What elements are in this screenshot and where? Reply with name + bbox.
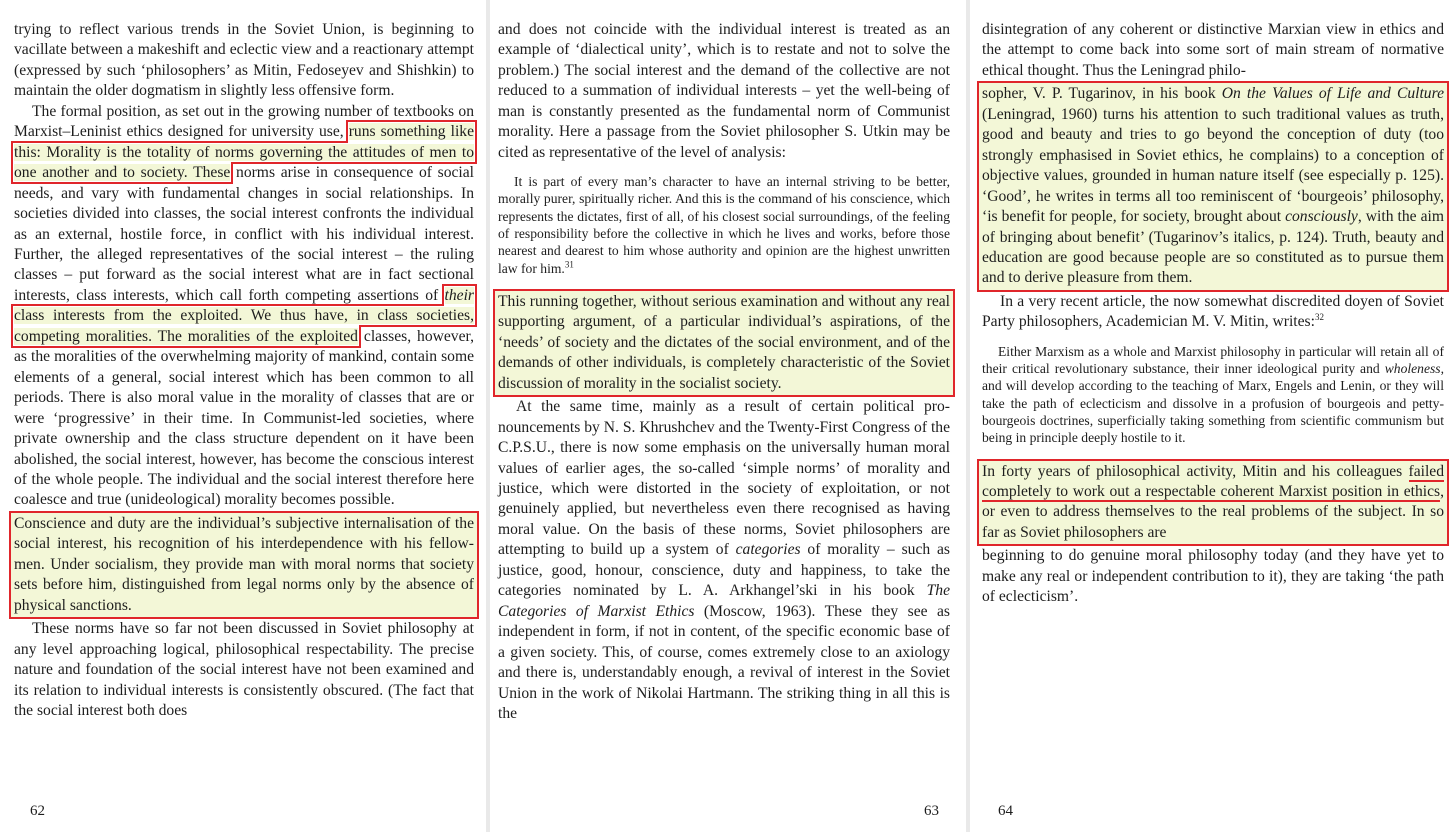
highlight-mitin-failure (977, 459, 1449, 547)
paragraph: The formal position, as set out in the growing number of textbooks on Marxist–Leninist ethics designed for university use, runs something like this: Morality is the totality of norms governing the attitudes of men to one another and to society. These norms arise in consequence of social needs, and vary with fundamental changes in social relationships. In societies divided into classes, the social interest confronts the individual as an external, hostile force, in conflict with his individual interest. Further, the alleged representatives of the social interest – the ruling classes – put forward as the social interest what are in fact sectional interests, class interests, which call forth competing assertions of their class interests from the exploited. We thus have, in class societies, competing moralities. The moralities of the exploited classes, however, as the moralities of the overwhelming majority of mankind, contain some elements of a general, social interest which has been common to all periods. There is also moral value in the morality of classes that are or were ‘progressive’ in their time. In Communist-led societies, where private ownership and the class structure dependent on it have been abolished, the social interest, however, has become the conscious interest of the whole people. The individual and the social interest therefore here coalesce and true (unideological) morality becomes possible. (14, 102, 475, 509)
page-number: 63 (924, 803, 939, 819)
page-64-text (982, 20, 1444, 608)
page-number: 62 (30, 803, 45, 819)
page-62 (0, 0, 486, 832)
underlined-phrase: failed completely to work out a respectable coherent Marxist position in ethics (982, 462, 1444, 501)
highlighted-text: This running together, without serious examination and without any real supporting argument, of a particular individual’s aspirations, of the ‘needs’ of society and the dictates of the social environment, and of the demands of other individuals, is completely characteristic of the Soviet discussion of morality in the socialist society. (498, 292, 950, 392)
highlight-tugarinov (977, 81, 1449, 292)
block-quote-utkin: It is part of every man’s character to have an internal striving to be better, morally purer, spiritually richer. And this is the command of his conscience, which represents the dictates, first of all, of his closest social surroundings, of the feeling of responsibility before the collective in which he lives and works, before those nearest and dearest to him whose authority and opinion are the highest unwritten law for him.$^{31}$ (498, 174, 950, 276)
highlighted-text: sopher, V. P. Tugarinov, in his book On the Values of Life and Culture (Leningrad, 1960) turns his attention to such traditional values as truth, good and beauty and tries to go beyond the conception of duty (too strongly emphasised in Soviet ethics, he complains) to a conception of objective values, grounded in human nature itself (see especially p. 125). ‘Good’, he writes in terms all too reminiscent of ‘bourgeois’ philosophy, ‘is benefit for people, for society, brought about consciously, with the aim of bringing about benefit’ (Tugarinov’s italics, p. 124). Truth, beauty and education are good because people are so constituted as to pursue them and to derive pleasure from them. (982, 85, 1445, 287)
highlight-running-together (493, 289, 955, 397)
page-number: 64 (998, 803, 1013, 819)
paragraph: and does not coincide with the individual interest is treated as an example of ‘dialectical unity’, which is to restate and not to solve the problem.) The social interest and the demand of the collective are not reduced to a summation of individual interests – yet the well-being of man is constantly presented as the fundamental norm of Communist morality. Here a passage from the Soviet philosopher S. Utkin may be cited as representative of the level of analysis: (498, 21, 950, 161)
highlighted-text: Conscience and duty are the individual’s subjective internalisation of the social interest, his recognition of his interdependence with his fellow-men. Under socialism, they provide man with moral norms that society sets before him, distinguished from legal norms only by the absence of physical sanctions. (14, 514, 474, 614)
block-quote-mitin: Either Marxism as a whole and Marxist philosophy in particular will retain all of their critical revolutionary substance, their inner ideological purity and wholeness, and will develop according to the teaching of Marx, Engels and Lenin, or they will take the path of eclecticism and dissolve in a profusion of bourgeois and petty-bourgeois doctrines, superficially taking something from scientific communism but being in principle deeply hostile to it. (982, 343, 1444, 446)
page-63-text (498, 20, 950, 724)
highlighted-text: In forty years of philosophical activity, Mitin and his colleagues failed completely to work out a respectable coherent Marxist position in ethics, or even to address themselves to the real problems of the subject. In so far as Soviet philosophers are (982, 462, 1444, 541)
highlight-competing-moralities: their class interests from the exploited. We thus have, in class societies, competing moralities. The moralities of the exploited (14, 286, 474, 345)
footnote-ref: 31 (564, 259, 574, 270)
page-64 (970, 0, 1456, 832)
paragraph: beginning to do genuine moral philosophy today (and they have yet to make any real or independent contribution to it), they are taking ‘the path of eclecticism’. (982, 547, 1444, 606)
page-63 (490, 0, 966, 832)
paragraph: In a very recent article, the now somewhat discredited doyen of Soviet Party philosophers, Academician M. V. Mitin, writes:$^{32}$ (982, 292, 1444, 331)
paragraph: disintegration of any coherent or distinctive Marxian view in ethics and the attempt to come back into some sort of main stream of normative ethical thought. Thus the Leningrad philo- (982, 21, 1444, 79)
paragraph: At the same time, mainly as a result of certain political pronouncements by N. S. Khrushchev and the Twenty-First Congress of the C.P.S.U., there is now some emphasis on the universally human moral values of earlier ages, the so-called ‘simple norms’ of morality and justice, which were distorted in the society of exploitation, or not genuinely applied, but nevertheless even there recognised as having moral value. On the basis of these norms, Soviet philosophers are attempting to build up a system of categories of morality – such as justice, good, honour, conscience, duty and happiness, to take the categories nominated by L. A. Arkhangel’ski in his book The Categories of Marxist Ethics (Moscow, 1963). These they see as independent in form, if not in content, of the specific economic base of a given society. This, of course, comes extremely close to an axiology and there is, understandably enough, a revival of interest in the Soviet Union in the work of Nikolai Hartmann. The striking thing in all this is the (498, 398, 950, 723)
highlight-conscience-duty (9, 511, 479, 619)
paragraph: trying to reflect various trends in the Soviet Union, is beginning to vacillate between a makeshift and eclectic view and a reactionary attempt (expressed by such ‘philosophers’ as Mitin, Fedoseyev and Shishkin) to maintain the older dogmatism in slightly less offensive form. (14, 21, 474, 100)
footnote-ref: 32 (1314, 312, 1324, 323)
highlight-morality-definition: runs something like this: Morality is the totality of norms governing the attitudes of men to one another and to society. These (14, 123, 474, 182)
page-62-text (14, 20, 474, 721)
paragraph: These norms have so far not been discussed in Soviet philosophy at any level approaching logical, philosophical respectability. The precise nature and foundation of the social interest have not been examined and its relation to individual interests is consistently obscured. (The fact that the social interest both does (14, 620, 474, 719)
